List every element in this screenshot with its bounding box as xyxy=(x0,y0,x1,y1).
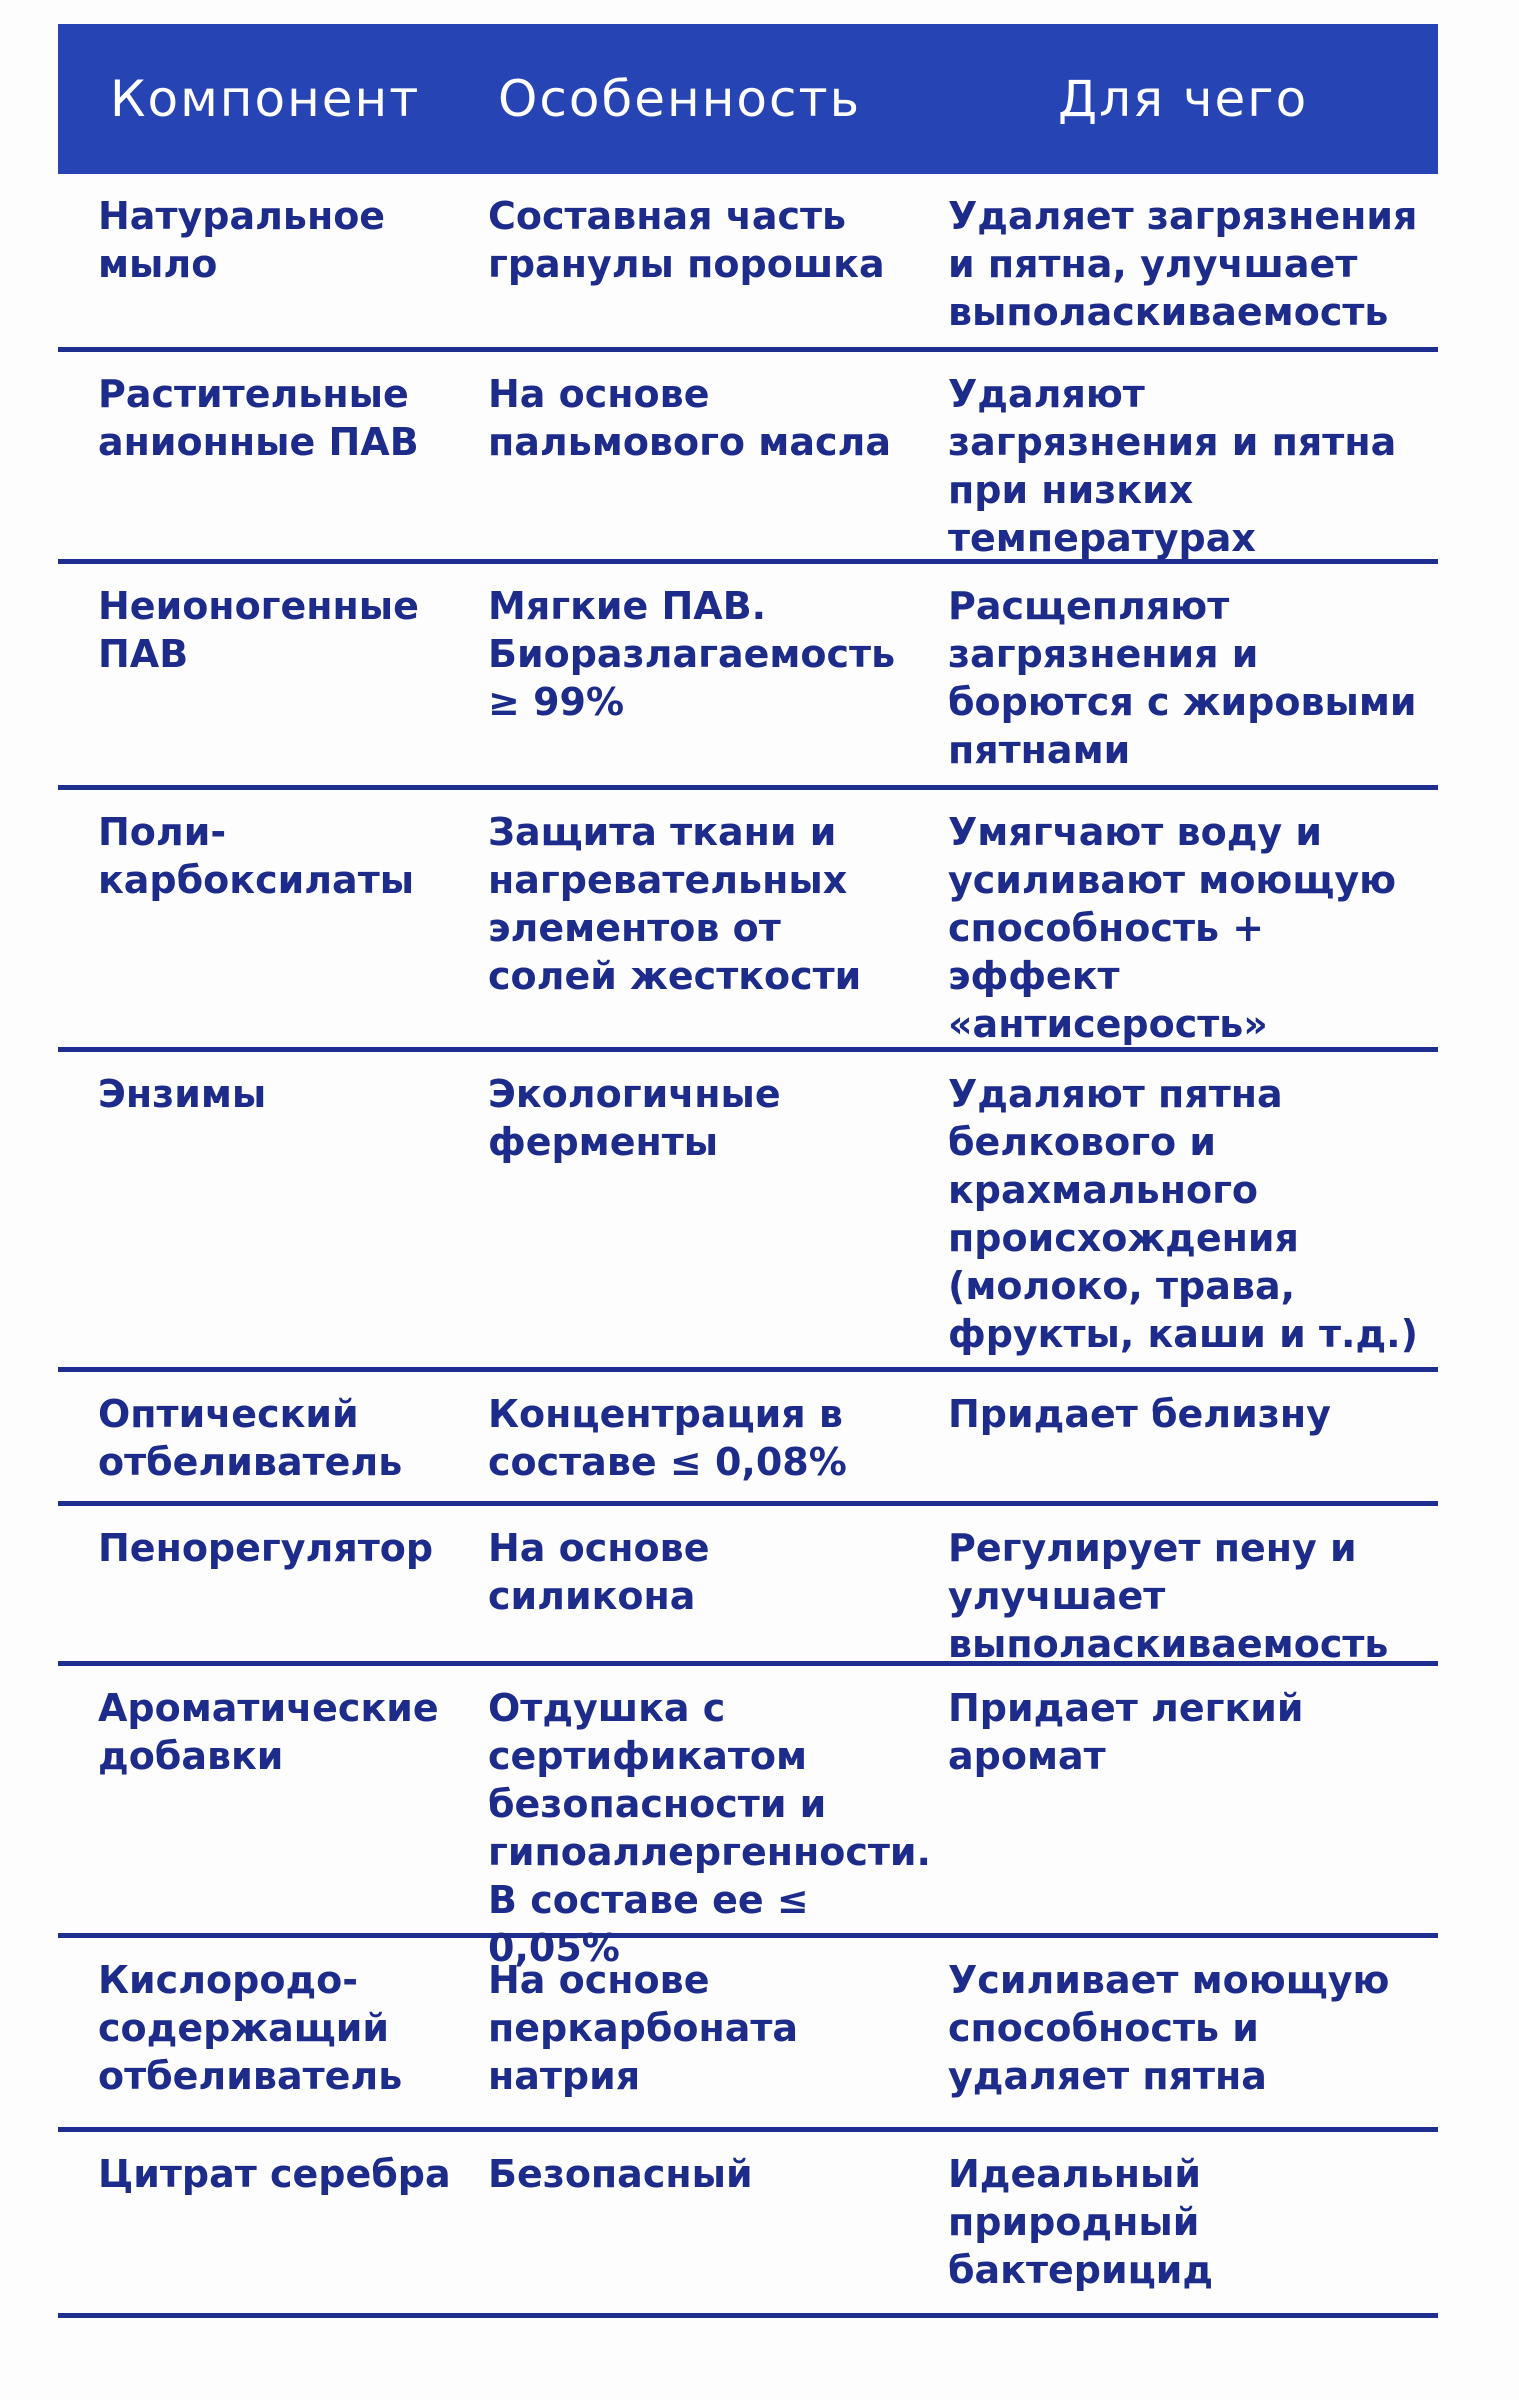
component-cell: Кислородо-содержащий отбеливатель xyxy=(98,1958,403,2098)
table-row xyxy=(58,564,1438,790)
table-row xyxy=(58,174,1438,352)
table-row xyxy=(58,1938,1438,2132)
table-row xyxy=(58,2132,1438,2318)
component-cell: Цитрат серебра xyxy=(98,2152,451,2196)
feature-cell: Безопасный xyxy=(488,2152,753,2196)
table-row xyxy=(58,1666,1438,1970)
purpose-cell: Идеальный природный бактерицид xyxy=(948,2152,1214,2292)
feature-cell: На основе силикона xyxy=(488,1526,710,1618)
purpose-cell: Придает белизну xyxy=(948,1392,1331,1436)
ingredients-table xyxy=(58,24,1438,2318)
feature-cell: Защита ткани и нагревательных элементов от солей жесткости xyxy=(488,810,862,998)
component-cell: Неионогенные ПАВ xyxy=(98,584,419,676)
table-row xyxy=(58,1372,1438,1506)
purpose-cell: Удаляет загрязнения и пятна, улучшает выполаскиваемость xyxy=(948,194,1418,334)
component-cell: Натуральное мыло xyxy=(98,194,386,286)
header-feature: Особенность xyxy=(498,70,862,128)
component-cell: Энзимы xyxy=(98,1072,267,1116)
purpose-cell: Удаляют пятна белкового и крахмального происхождения (молоко, трава, фрукты, каши и т.д.) xyxy=(948,1072,1418,1356)
feature-cell: Концентрация в составе ≤ 0,08% xyxy=(488,1392,847,1484)
component-cell: Поли-карбоксилаты xyxy=(98,810,415,902)
table-row xyxy=(58,352,1438,564)
feature-cell: Мягкие ПАВ. Биоразлагаемость ≥ 99% xyxy=(488,584,896,724)
feature-cell: На основе перкарбоната натрия xyxy=(488,1958,799,2098)
purpose-cell: Удаляют загрязнения и пятна при низких температурах xyxy=(948,372,1397,560)
feature-cell: На основе пальмового масла xyxy=(488,372,891,464)
feature-cell: Отдушка с сертификатом безопасности и гипоаллергенности. В составе ее ≤ 0,05% xyxy=(488,1686,931,1970)
purpose-cell: Придает легкий аромат xyxy=(948,1686,1304,1778)
header-component: Компонент xyxy=(110,70,421,128)
header-purpose: Для чего xyxy=(1058,70,1309,128)
feature-cell: Экологичные ферменты xyxy=(488,1072,781,1164)
table-row xyxy=(58,790,1438,1052)
component-cell: Пенорегулятор xyxy=(98,1526,434,1570)
table-header xyxy=(58,24,1438,174)
component-cell: Ароматические добавки xyxy=(98,1686,439,1778)
purpose-cell: Умягчают воду и усиливают моющую способность + эффект «антисерость» xyxy=(948,810,1397,1046)
table-row xyxy=(58,1506,1438,1666)
component-cell: Оптический отбеливатель xyxy=(98,1392,403,1484)
feature-cell: Составная часть гранулы порошка xyxy=(488,194,885,286)
purpose-cell: Регулирует пену и улучшает выполаскиваемость xyxy=(948,1526,1389,1666)
table-row xyxy=(58,1052,1438,1372)
component-cell: Растительные анионные ПАВ xyxy=(98,372,419,464)
purpose-cell: Расщепляют загрязнения и борются с жировыми пятнами xyxy=(948,584,1417,772)
purpose-cell: Усиливает моющую способность и удаляет пятна xyxy=(948,1958,1390,2098)
